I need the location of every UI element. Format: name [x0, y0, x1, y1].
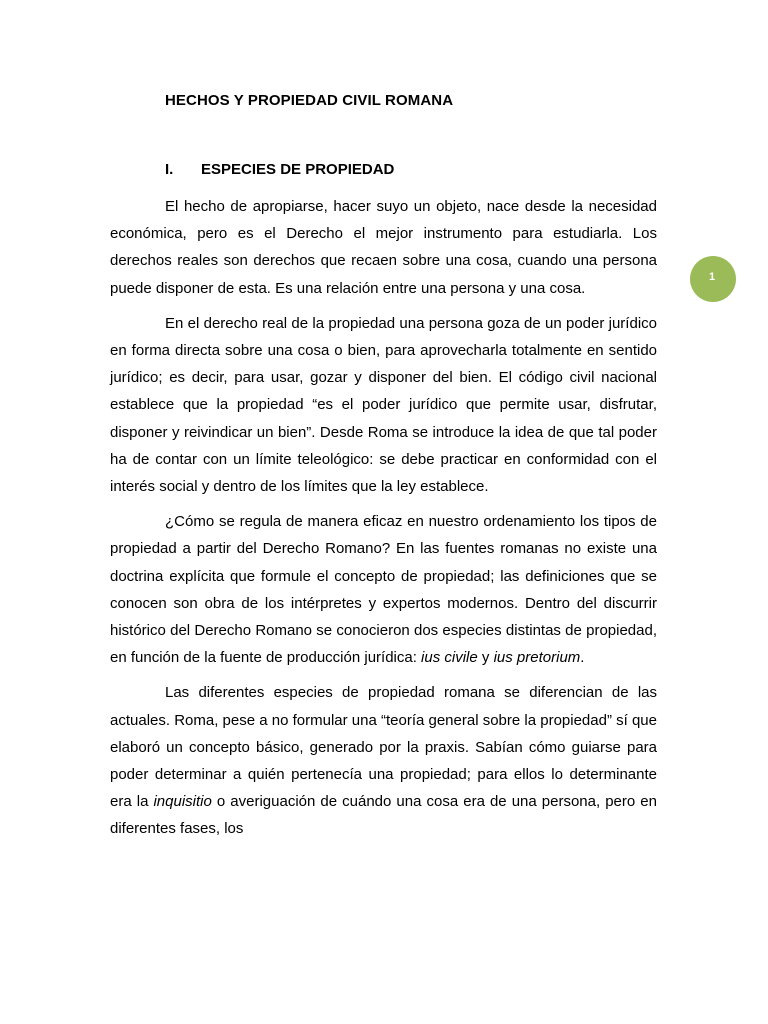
- section-heading: [165, 161, 394, 178]
- term-ius-pretorium: ius pretorium: [493, 649, 581, 667]
- body-text: [110, 193, 657, 851]
- paragraph-3-connector: y: [477, 649, 494, 667]
- page-number: 1: [708, 271, 716, 283]
- section-title: ESPECIES DE PROPIEDAD: [201, 161, 395, 178]
- paragraph-1: El hecho de apropiarse, hacer suyo un objeto, nace desde la necesidad económica, pero es el Derecho el mejor instrumento para estudiarla. Los derechos reales son derechos que recaen sobre una cosa, cuando una persona puede disponer de esta. Es una relación entre una persona y una cosa.: [110, 198, 657, 297]
- paragraph-2: En el derecho real de la propiedad una persona goza de un poder jurídico en forma directa sobre una cosa o bien, para aprovecharla totalmente en sentido jurídico; es decir, para usar, gozar y disponer del bien. El código civil nacional establece que la propiedad “es el poder jurídico que permite usar, disfrutar, disponer y reivindicar un bien”. Desde Roma se introduce la idea de que tal poder ha de contar con un límite teleológico: se debe practicar en conformidad con el interés social y dentro de los límites que la ley establece.: [110, 314, 657, 496]
- paragraph-4-text: Las diferentes especies de propiedad romana se diferencian de las actuales. Roma, pese a no formular una “teoría general sobre la propiedad” sí que elaboró un concepto básico, generado por la praxis. Sabían cómo guiarse para poder determinar a quién pertenecía una propiedad; para ellos lo determinante era la: [110, 684, 657, 811]
- section-number: I.: [165, 161, 174, 178]
- paragraph-4-end: o averiguación de cuándo una cosa era de una persona, pero en diferentes fases, los: [110, 793, 657, 838]
- term-ius-civile: ius civile: [421, 649, 478, 667]
- paragraph-3-end: .: [580, 649, 585, 667]
- paragraph-4: [110, 679, 657, 842]
- paragraph-3: [110, 508, 657, 671]
- page-number-badge: [690, 256, 736, 302]
- paragraph-3-text: ¿Cómo se regula de manera eficaz en nuestro ordenamiento los tipos de propiedad a partir del Derecho Romano? En las fuentes romanas no existe una doctrina explícita que formule el concepto de propiedad; las definiciones que se conocen son obra de los intérpretes y expertos modernos. Dentro del discurrir histórico del Derecho Romano se conocieron dos especies distintas de propiedad, en función de la fuente de producción jurídica:: [110, 513, 657, 667]
- term-inquisitio: inquisitio: [153, 793, 212, 811]
- document-title: HECHOS Y PROPIEDAD CIVIL ROMANA: [165, 92, 454, 109]
